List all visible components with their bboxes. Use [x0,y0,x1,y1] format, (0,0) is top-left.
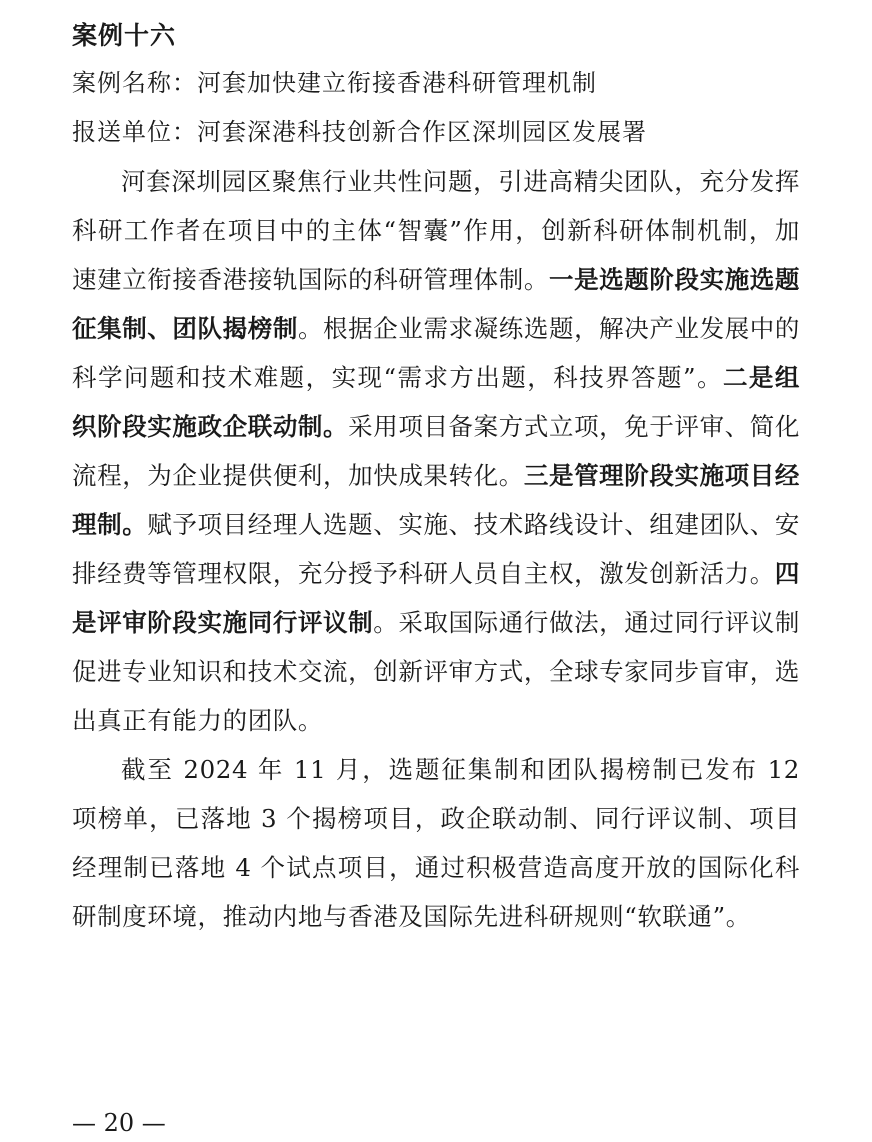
body-paragraph-2: 截至 2024 年 11 月，选题征集制和团队揭榜制已发布 12 项榜单，已落地 3 个揭榜项目，政企联动制、同行评议制、项目经理制已落地 4 个试点项目，通过积极营造高度开放的国际化科研制度环境，推动内地与香港及国际先进科研规则“软联通”。 [72,755,800,931]
submitting-unit-line [72,112,647,152]
point-2-text: 采用项目备案方式立项，免于评审、简化流程，为企业提供便利，加快成果转化。 [72,412,800,490]
body-paragraph-1 [72,157,800,745]
point-4-text: 。采取国际通行做法，通过同行评议制促进专业知识和技术交流，创新评审方式，全球专家同步盲审，选出真正有能力的团队。 [72,608,801,735]
page-number: — 20 — [72,1109,166,1137]
case-name-label: 案例名称： [72,69,197,97]
point-1-text: 。根据企业需求凝练选题，解决产业发展中的科学问题和技术难题，实现“需求方出题，科技界答题”。 [72,314,800,392]
point-4-title: 四是评审阶段实施同行评议制 [72,559,800,637]
point-1-title: 一是选题阶段实施选题征集制、团队揭榜制 [72,265,800,343]
case-name-value: 河套加快建立衔接香港科研管理机制 [197,69,597,97]
point-2-title: 二是组织阶段实施政企联动制。 [72,363,800,441]
point-3-text: 赋予项目经理人选题、实施、技术路线设计、组建团队、安排经费等管理权限，充分授予科研人员自主权，激发创新活力。 [72,510,800,588]
case-heading: 案例十六 [72,21,177,50]
case-name-line [72,63,597,103]
case-body [72,157,800,941]
point-3-title: 三是管理阶段实施项目经理制。 [72,461,800,539]
submitting-unit-label: 报送单位： [72,118,197,146]
submitting-unit-value: 河套深港科技创新合作区深圳园区发展署 [197,118,647,146]
paragraph-intro: 河套深圳园区聚焦行业共性问题，引进高精尖团队，充分发挥科研工作者在项目中的主体“智囊”作用，创新科研体制机制，加速建立衔接香港接轨国际的科研管理体制。 [72,167,800,294]
